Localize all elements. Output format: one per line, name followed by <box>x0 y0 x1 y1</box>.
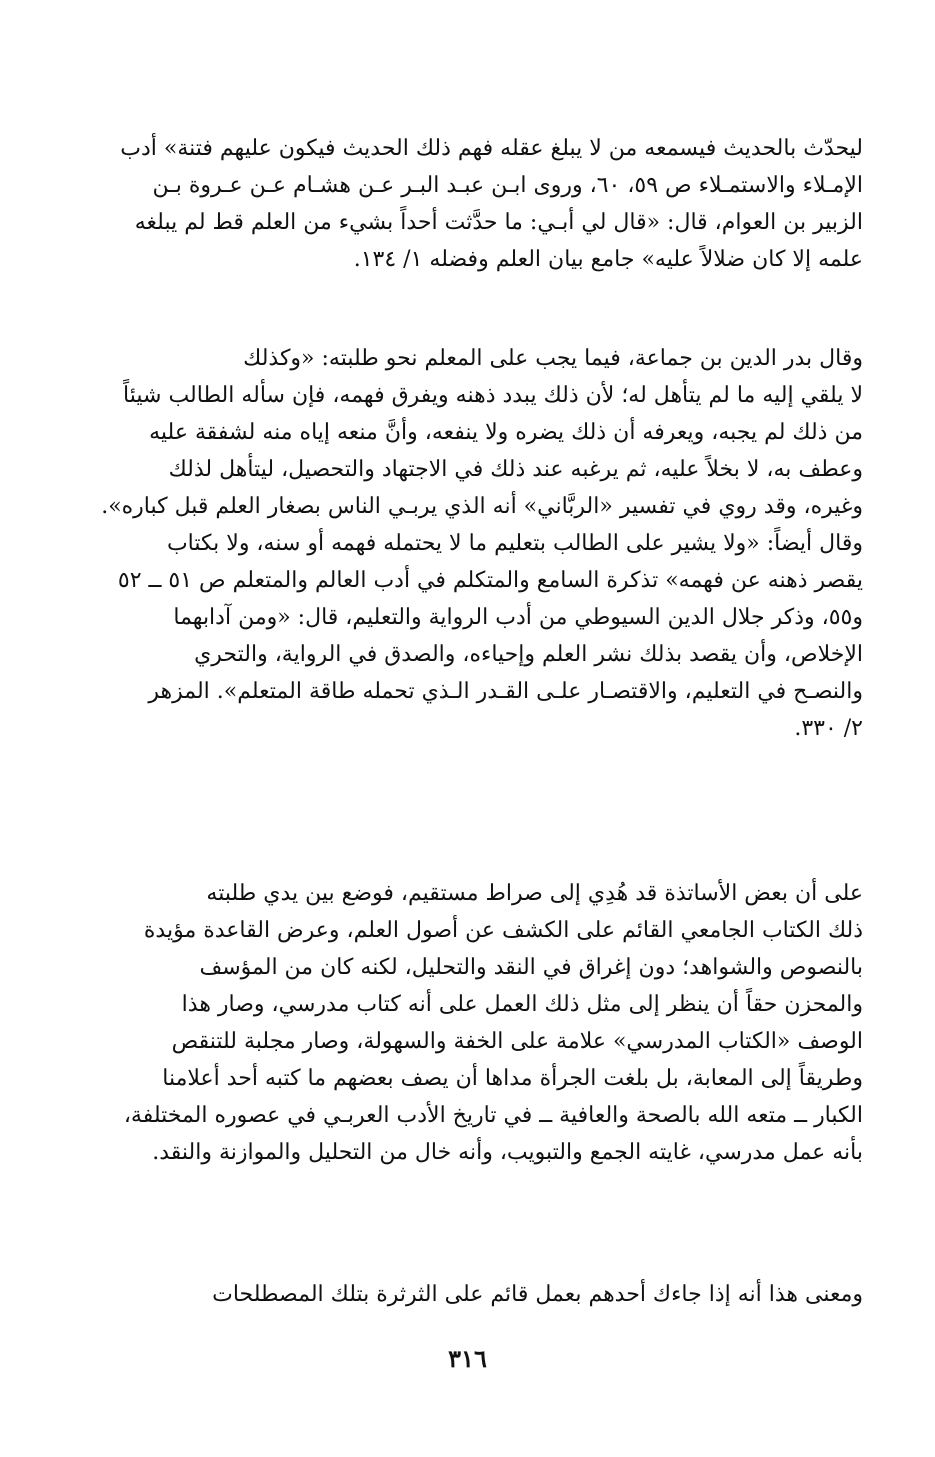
text-line: ومعنى هذا أنه إذا جاءك أحدهم بعمل قائم على الثرثرة بتلك المصطلحات <box>212 1282 863 1307</box>
body-paragraph-1 <box>68 875 863 1171</box>
body-paragraph-2 <box>68 1276 863 1313</box>
text-line: ٢/ ٣٣٠. <box>794 716 863 741</box>
text-line: و٥٥، وذكر جلال الدين السيوطي من أدب الرواية والتعليم، قال: «ومن آدابهما <box>173 605 863 630</box>
text-line: لا يلقي إليه ما لم يتأهل له؛ لأن ذلك يبدد ذهنه ويفرق فهمه، فإن سأله الطالب شيئاً <box>123 383 863 408</box>
text-line: والنصـح في التعليم، والاقتصـار علـى القـدر الـذي تحمله طاقة المتعلم». المزهر <box>148 679 863 704</box>
text-line: الزبير بن العوام، قال: «قال لي أبـي: ما حدَّثت أحداً بشيء من العلم قط لم يبلغه <box>134 210 863 235</box>
text-line: بالنصوص والشواهد؛ دون إغراق في النقد والتحليل، لكنه كان من المؤسف <box>199 955 863 980</box>
text-line: الكبار ــ متعه الله بالصحة والعافية ــ في تاريخ الأدب العربـي في عصوره المختلفة، <box>123 1103 863 1128</box>
text-line: على أن بعض الأساتذة قد هُدِي إلى صراط مستقيم، فوضع بين يدي طلبته <box>206 881 863 906</box>
text-line: يقصر ذهنه عن فهمه» تذكرة السامع والمتكلم في أدب العالم والمتعلم ص ٥١ ــ ٥٢ <box>117 568 863 593</box>
text-line: ليحدّث بالحديث فيسمعه من لا يبلغ عقله فهم ذلك الحديث فيكون عليهم فتنة» أدب <box>120 136 863 161</box>
text-line: بأنه عمل مدرسي، غايته الجمع والتبويب، وأنه خال من التحليل والموازنة والنقد. <box>152 1140 863 1165</box>
text-line: علمه إلا كان ضلالاً عليه» جامع بيان العلم وفضله ١/ ١٣٤. <box>353 247 863 272</box>
text-line: وغيره، وقد روي في تفسير «الربَّاني» أنه الذي يربـي الناس بصغار العلم قبل كباره». <box>101 494 863 519</box>
text-line: الإخلاص، وأن يقصد بذلك نشر العلم وإحياءه، والصدق في الرواية، والتحري <box>194 642 863 667</box>
text-line: والمحزن حقاً أن ينظر إلى مثل ذلك العمل على أنه كتاب مدرسي، وصار هذا <box>181 992 863 1017</box>
text-line: من ذلك لم يجبه، ويعرفه أن ذلك يضره ولا ينفعه، وأنَّ منعه إياه منه لشفقة عليه <box>149 420 863 445</box>
text-line: الإمـلاء والاستمـلاء ص ٥٩، ٦٠، وروى ابـن عبـد البـر عـن هشـام عـن عـروة بـن <box>152 173 863 198</box>
footnote-paragraph-1 <box>68 130 863 278</box>
text-line: وطريقاً إلى المعابة، بل بلغت الجرأة مداها أن يصف بعضهم ما كتبه أحد أعلامنا <box>162 1066 863 1091</box>
text-line: الوصف «الكتاب المدرسي» علامة على الخفة والسهولة، وصار مجلبة للتنقص <box>171 1029 863 1054</box>
page-number: ٣١٦ <box>448 1344 487 1373</box>
text-line: وقال بدر الدين بن جماعة، فيما يجب على المعلم نحو طلبته: «وكذلك <box>243 346 863 371</box>
text-line: ذلك الكتاب الجامعي القائم على الكشف عن أصول العلم، وعرض القاعدة مؤيدة <box>143 918 863 943</box>
text-line: وعطف به، لا بخلاً عليه، ثم يرغبه عند ذلك في الاجتهاد والتحصيل، ليتأهل لذلك <box>168 457 863 482</box>
footnote-paragraph-2 <box>68 340 863 747</box>
text-line: وقال أيضاً: «ولا يشير على الطالب بتعليم ما لا يحتمله فهمه أو سنه، ولا بكتاب <box>166 531 863 556</box>
